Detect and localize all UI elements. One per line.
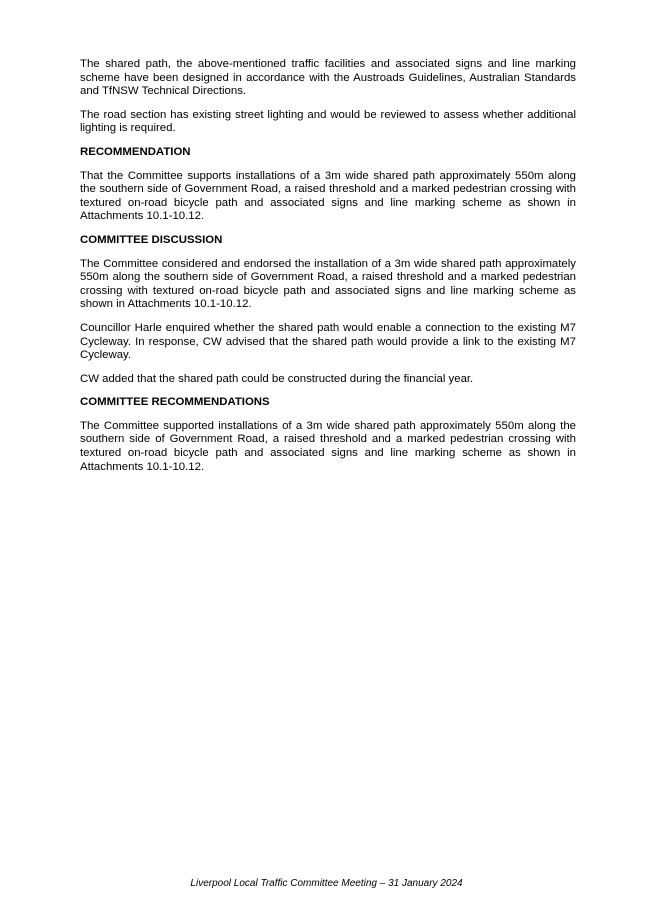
intro-paragraph-2: The road section has existing street lighting and would be reviewed to assess whether additional lighting is required. — [80, 108, 576, 135]
discussion-paragraph-2: Councillor Harle enquired whether the shared path would enable a connection to the existing M7 Cycleway. In response, CW advised that the shared path would provide a link to the existing M7 Cycleway. — [80, 321, 576, 362]
discussion-paragraph-3: CW added that the shared path could be constructed during the financial year. — [80, 372, 474, 385]
recommendation-heading: RECOMMENDATION — [80, 145, 191, 158]
committee-discussion-heading: COMMITTEE DISCUSSION — [80, 233, 223, 246]
page-footer: Liverpool Local Traffic Committee Meeting – 31 January 2024 — [190, 878, 463, 889]
discussion-paragraph-1: The Committee considered and endorsed the installation of a 3m wide shared path approximately 550m along the southern side of Government Road, a raised threshold and a marked pedestrian crossing with textured on-road bicycle path and associated signs and line marking scheme as shown in Attachments 10.1-10.12. — [80, 257, 576, 311]
document-page — [80, 58, 576, 484]
intro-paragraph-1: The shared path, the above-mentioned traffic facilities and associated signs and line marking scheme have been designed in accordance with the Austroads Guidelines, Australian Standards and TfNSW Technical Directions. — [80, 58, 576, 98]
committee-recommendations-heading: COMMITTEE RECOMMENDATIONS — [80, 396, 270, 409]
recommendation-paragraph: That the Committee supports installations of a 3m wide shared path approximately 550m along the southern side of Government Road, a raised threshold and a marked pedestrian crossing with textured on-road bicycle path and associated signs and line marking scheme as shown in Attachments 10.1-10.12. — [80, 169, 576, 223]
committee-recommendations-paragraph: The Committee supported installations of a 3m wide shared path approximately 550m along the southern side of Government Road, a raised threshold and a marked pedestrian crossing with textured on-road bicycle path and associated signs and line marking scheme as shown in Attachments 10.1-10.12. — [80, 419, 576, 473]
